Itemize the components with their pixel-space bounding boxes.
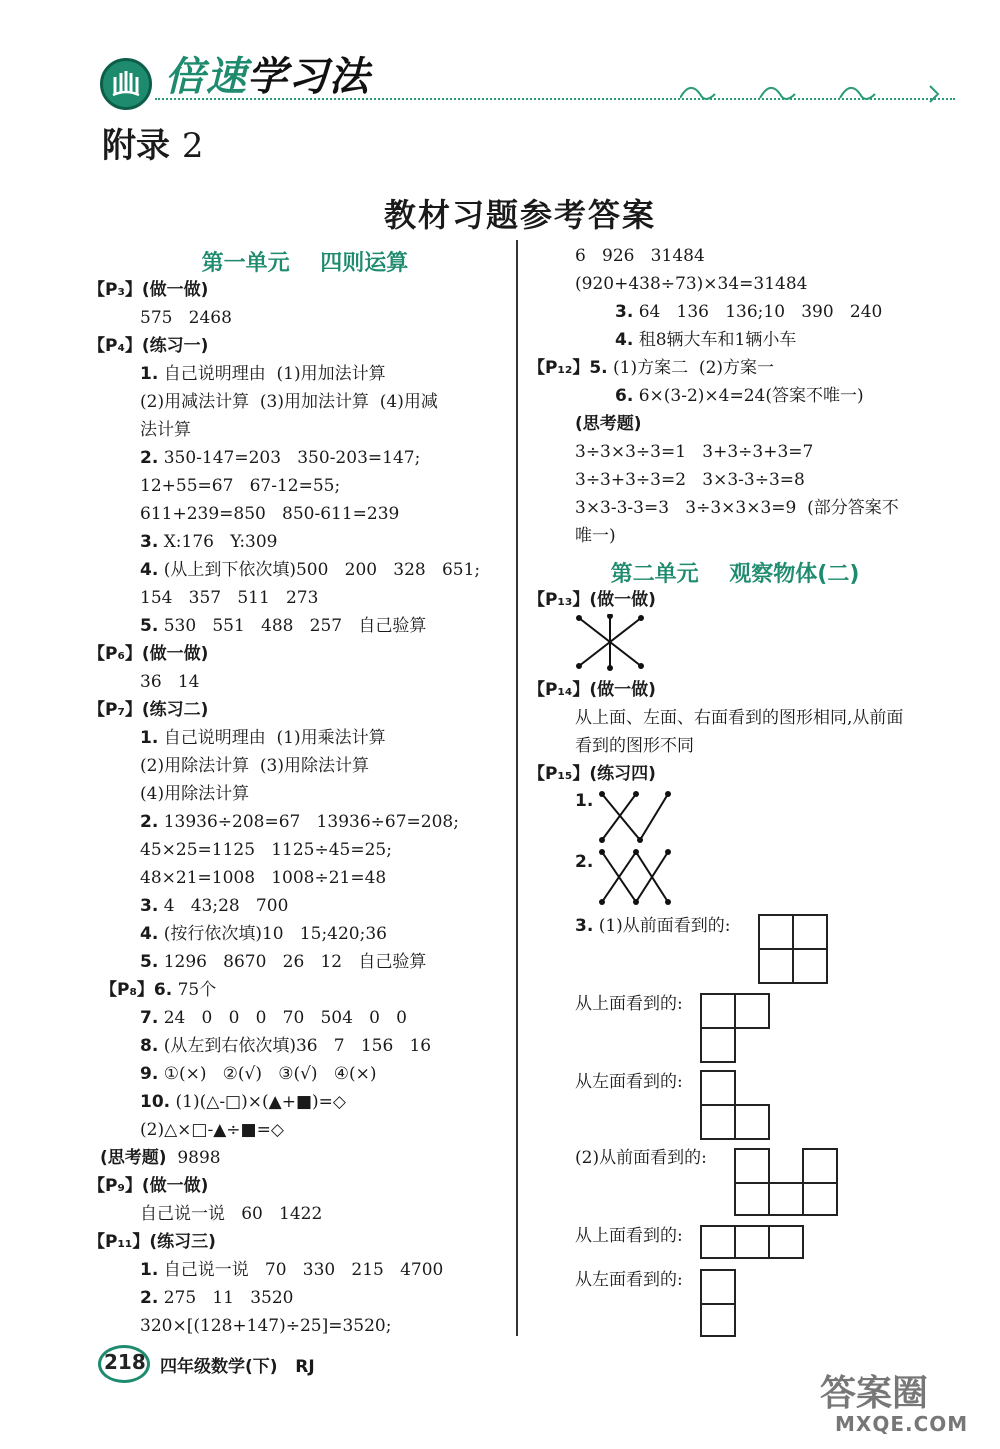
left-line-text: 36 14 bbox=[140, 672, 200, 692]
right-line bbox=[575, 438, 975, 466]
left-line bbox=[100, 948, 515, 976]
left-line-text: 自己说明理由 (1)用乘法计算 bbox=[158, 728, 386, 748]
right-line-text: 3÷3×3÷3=1 3+3÷3+3=7 bbox=[575, 442, 814, 462]
left-line-label: 10. bbox=[140, 1092, 171, 1112]
right-line-text: 3×3-3-3=3 3÷3×3×3=9 (部分答案不 bbox=[575, 498, 899, 518]
left-line-text: 350-147=203 350-203=147; bbox=[158, 448, 421, 468]
left-line-text: 自己说明理由 (1)用加法计算 bbox=[158, 364, 386, 384]
left-line-text: 45×25=1125 1125÷45=25; bbox=[140, 840, 392, 860]
left-line bbox=[100, 1088, 515, 1116]
p14-heading bbox=[528, 676, 656, 704]
star-line-figure bbox=[575, 614, 647, 672]
left-line bbox=[100, 528, 515, 556]
right-line-label: (思考题) bbox=[575, 414, 642, 434]
left-line-label: 4. bbox=[140, 560, 159, 580]
column-divider bbox=[516, 240, 518, 1336]
p15-label: 【P₁₅】(练习四) bbox=[528, 764, 656, 784]
appendix-label: 附录 bbox=[102, 126, 170, 166]
q3-2-top-label: 从上面看到的: bbox=[575, 1226, 683, 1246]
left-line bbox=[100, 388, 515, 416]
left-line bbox=[100, 1256, 515, 1284]
left-line bbox=[100, 780, 515, 808]
left-line bbox=[100, 584, 515, 612]
left-line-label: 1. bbox=[140, 1260, 159, 1280]
left-line bbox=[100, 500, 515, 528]
unit2-title: 第二单元 观察物体(二) bbox=[610, 562, 860, 587]
left-line-text: 13936÷208=67 13936÷67=208; bbox=[158, 812, 459, 832]
q3-1-front-text: (1)从前面看到的: bbox=[598, 916, 731, 936]
left-line-label: 4. bbox=[140, 924, 159, 944]
right-line-label: 【P₁₂】5. bbox=[528, 358, 608, 378]
left-line-text: (按行依次填)10 15;420;36 bbox=[158, 924, 387, 944]
book-info: 四年级数学(下) RJ bbox=[160, 1357, 315, 1377]
left-line-text: (2)用减法计算 (3)用加法计算 (4)用减 bbox=[140, 392, 438, 412]
left-line-text: (从上到下依次填)500 200 328 651; bbox=[158, 560, 481, 580]
right-line bbox=[528, 354, 975, 382]
left-line-label: (思考题) bbox=[100, 1148, 167, 1168]
left-line-label: 【P₁₁】(练习三) bbox=[88, 1232, 216, 1252]
appendix-heading bbox=[102, 118, 203, 167]
book-logo-icon bbox=[100, 58, 152, 110]
left-line bbox=[100, 668, 515, 696]
right-line bbox=[575, 270, 975, 298]
q2-number bbox=[575, 848, 593, 876]
page-title: 教材习题参考答案 bbox=[383, 196, 656, 234]
left-line-text: 9898 bbox=[166, 1148, 221, 1168]
left-line bbox=[100, 920, 515, 948]
left-line-text: (2)用除法计算 (3)用除法计算 bbox=[140, 756, 369, 776]
left-line bbox=[100, 892, 515, 920]
left-line-text: (2)△×□-▲÷■=◇ bbox=[140, 1120, 284, 1140]
left-line-text: (4)用除法计算 bbox=[140, 784, 250, 804]
left-line-label: 2. bbox=[140, 1288, 159, 1308]
right-line-text: 64 136 136;10 390 240 bbox=[633, 302, 883, 322]
left-line bbox=[100, 416, 515, 444]
left-line bbox=[100, 1284, 515, 1312]
p13-label: 【P₁₃】(做一做) bbox=[528, 590, 656, 610]
left-line-text: 4 43;28 700 bbox=[158, 896, 289, 916]
left-line-label: 3. bbox=[140, 532, 159, 552]
right-line-text: 3÷3+3÷3=2 3×3-3÷3=8 bbox=[575, 470, 805, 490]
p15-heading bbox=[528, 760, 656, 788]
left-line-text: X:176 Y:309 bbox=[158, 532, 278, 552]
left-line-label: 1. bbox=[140, 364, 159, 384]
left-line bbox=[100, 808, 515, 836]
left-line-label: 5. bbox=[140, 616, 159, 636]
page-number: 218 bbox=[104, 1350, 146, 1374]
q2-label: 2. bbox=[575, 852, 594, 872]
left-line bbox=[88, 276, 515, 304]
right-line bbox=[575, 410, 975, 438]
right-line-text: (920+438÷73)×34=31484 bbox=[575, 274, 808, 294]
left-line-label: 【P₇】(练习二) bbox=[88, 700, 209, 720]
left-line-label: 2. bbox=[140, 812, 159, 832]
left-line-label: 7. bbox=[140, 1008, 159, 1028]
p14-answer-line1: 从上面、左面、右面看到的图形相同,从前面 bbox=[575, 708, 904, 728]
left-line-text: 75个 bbox=[172, 980, 217, 1000]
left-line bbox=[100, 1060, 515, 1088]
left-line bbox=[100, 360, 515, 388]
right-line-label: 4. bbox=[615, 330, 634, 350]
left-line bbox=[100, 1144, 515, 1172]
left-line-text: 法计算 bbox=[140, 420, 191, 440]
right-line-text: 唯一) bbox=[575, 526, 616, 546]
watermark-logo: 答案圈 bbox=[820, 1373, 929, 1414]
right-line-text: (1)方案二 (2)方案一 bbox=[607, 358, 775, 378]
left-line-text: 530 551 488 257 自己验算 bbox=[158, 616, 427, 636]
left-line-label: 【P₈】6. bbox=[100, 980, 173, 1000]
left-line bbox=[100, 1312, 515, 1340]
left-line bbox=[100, 556, 515, 584]
left-line bbox=[88, 1228, 515, 1256]
right-line bbox=[575, 298, 975, 326]
right-line-text: 6 926 31484 bbox=[575, 246, 705, 266]
page-header bbox=[0, 0, 1000, 120]
p14-answer-line2: 看到的图形不同 bbox=[575, 736, 694, 756]
left-line-text: 154 357 511 273 bbox=[140, 588, 319, 608]
left-line bbox=[100, 1004, 515, 1032]
appendix-number: 2 bbox=[181, 126, 204, 166]
right-line-text: 租8辆大车和1辆小车 bbox=[633, 330, 797, 350]
q3-number: 3. bbox=[575, 916, 594, 936]
left-line-text: 12+55=67 67-12=55; bbox=[140, 476, 341, 496]
left-line bbox=[100, 752, 515, 780]
p13-heading bbox=[528, 586, 656, 614]
left-line-text: 自己说一说 70 330 215 4700 bbox=[158, 1260, 444, 1280]
right-line bbox=[575, 382, 975, 410]
left-line bbox=[100, 1116, 515, 1144]
left-line bbox=[100, 976, 515, 1004]
q3-1-left-label: 从左面看到的: bbox=[575, 1072, 683, 1092]
left-line bbox=[100, 472, 515, 500]
unit1-title: 第一单元 四则运算 bbox=[201, 251, 409, 276]
right-line-text: 6×(3-2)×4=24(答案不唯一) bbox=[633, 386, 864, 406]
left-line bbox=[100, 864, 515, 892]
right-line bbox=[575, 466, 975, 494]
left-line-text: 275 11 3520 bbox=[158, 1288, 294, 1308]
left-line bbox=[88, 696, 515, 724]
left-line-text: 1296 8670 26 12 自己验算 bbox=[158, 952, 427, 972]
left-line-label: 【P₃】(做一做) bbox=[88, 280, 209, 300]
left-line bbox=[100, 836, 515, 864]
matching-lines-figure-1 bbox=[598, 790, 672, 844]
left-line-text: (从左到右依次填)36 7 156 16 bbox=[158, 1036, 432, 1056]
left-line-text: 自己说一说 60 1422 bbox=[140, 1204, 323, 1224]
brand-title-part2: 学习法 bbox=[247, 54, 370, 100]
left-line-label: 3. bbox=[140, 896, 159, 916]
left-line-text: 611+239=850 850-611=239 bbox=[140, 504, 400, 524]
left-line bbox=[100, 444, 515, 472]
left-line-label: 【P₉】(做一做) bbox=[88, 1176, 209, 1196]
left-line-label: 9. bbox=[140, 1064, 159, 1084]
left-line bbox=[100, 1032, 515, 1060]
right-line bbox=[575, 522, 975, 550]
watermark-url: MXQE.COM bbox=[835, 1412, 969, 1436]
q3-2-left-label: 从左面看到的: bbox=[575, 1270, 683, 1290]
left-line-label: 【P₆】(做一做) bbox=[88, 644, 209, 664]
left-column bbox=[88, 276, 515, 1340]
left-line bbox=[100, 304, 515, 332]
q3-1-top-label: 从上面看到的: bbox=[575, 994, 683, 1014]
right-line bbox=[575, 326, 975, 354]
right-line-label: 3. bbox=[615, 302, 634, 322]
left-line-label: 2. bbox=[140, 448, 159, 468]
left-line-text: (1)(△-□)×(▲+■)=◇ bbox=[170, 1092, 346, 1112]
q1-label: 1. bbox=[575, 791, 594, 811]
left-line-text: 320×[(128+147)÷25]=3520; bbox=[140, 1316, 392, 1336]
left-line-label: 【P₄】(练习一) bbox=[88, 336, 209, 356]
q3-1-front-label bbox=[575, 912, 731, 940]
right-line bbox=[575, 494, 975, 522]
right-line bbox=[575, 242, 975, 270]
left-line bbox=[100, 1200, 515, 1228]
left-line-text: 48×21=1008 1008÷21=48 bbox=[140, 868, 387, 888]
left-line-label: 1. bbox=[140, 728, 159, 748]
left-line bbox=[100, 612, 515, 640]
left-line-text: 575 2468 bbox=[140, 308, 232, 328]
left-line bbox=[88, 1172, 515, 1200]
brand-title bbox=[165, 45, 370, 102]
left-line-text: ①(×) ②(√) ③(√) ④(×) bbox=[158, 1064, 377, 1084]
brand-title-part1: 倍速 bbox=[165, 54, 247, 100]
q3-2-front-label: (2)从前面看到的: bbox=[575, 1148, 707, 1168]
q1-number bbox=[575, 787, 593, 815]
decorative-loops-icon bbox=[680, 78, 960, 108]
left-line-text: 24 0 0 0 70 504 0 0 bbox=[158, 1008, 407, 1028]
left-line-label: 8. bbox=[140, 1036, 159, 1056]
right-column bbox=[528, 242, 975, 550]
left-line bbox=[88, 332, 515, 360]
left-line-label: 5. bbox=[140, 952, 159, 972]
matching-lines-figure-2 bbox=[598, 848, 672, 906]
right-line-label: 6. bbox=[615, 386, 634, 406]
left-line bbox=[100, 724, 515, 752]
p14-label: 【P₁₄】(做一做) bbox=[528, 680, 656, 700]
left-line bbox=[88, 640, 515, 668]
